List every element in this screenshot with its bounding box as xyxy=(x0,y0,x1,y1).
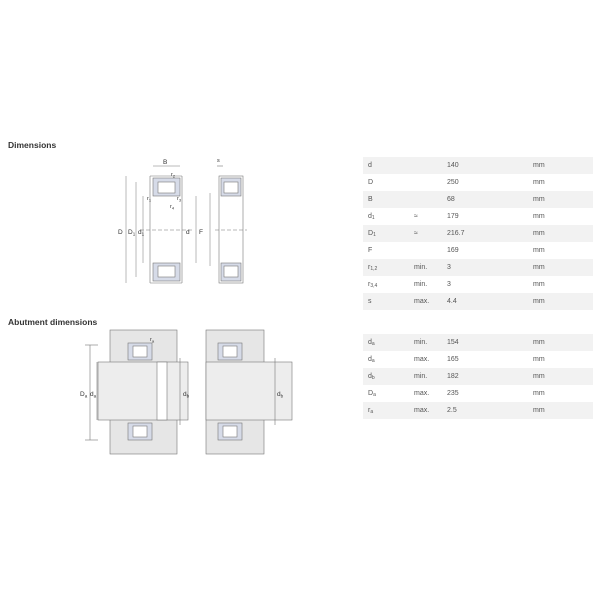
table-row xyxy=(363,276,593,293)
value: 154 xyxy=(447,334,533,351)
label-da: $d_a$ xyxy=(90,391,97,399)
label-d: d xyxy=(186,229,190,236)
symbol-cell xyxy=(363,334,414,351)
symbol-cell xyxy=(363,385,414,402)
symbol-subscript: 3,4 xyxy=(370,282,378,289)
unit: mm xyxy=(533,157,593,174)
table-row xyxy=(363,293,593,310)
unit: mm xyxy=(533,402,593,419)
table-row xyxy=(363,334,593,351)
symbol: F xyxy=(368,247,373,254)
symbol: d xyxy=(368,372,372,380)
unit: mm xyxy=(533,293,593,310)
unit: mm xyxy=(533,368,593,385)
qualifier: ≈ xyxy=(414,225,447,242)
abutment-left-drawing xyxy=(85,330,188,454)
qualifier xyxy=(414,191,447,208)
table-row xyxy=(363,351,593,368)
value: 169 xyxy=(447,247,459,254)
symbol: d xyxy=(368,212,372,220)
value: 179 xyxy=(447,213,459,220)
label-db-right: $d_b$ xyxy=(277,391,284,399)
dimensions-table xyxy=(363,157,593,310)
table-row xyxy=(363,259,593,276)
qualifier: max. xyxy=(414,390,430,397)
value: 68 xyxy=(447,191,533,208)
symbol-subscript: 1 xyxy=(371,214,375,221)
label-B: B xyxy=(163,159,168,166)
value: 165 xyxy=(447,356,459,363)
abutment-table xyxy=(363,334,593,419)
qualifier: max. xyxy=(414,356,430,363)
bearing-cross-section xyxy=(140,176,192,283)
value: 2.5 xyxy=(447,402,533,419)
table-row xyxy=(363,242,593,259)
symbol-cell xyxy=(363,259,414,276)
value: 182 xyxy=(447,368,533,385)
symbol: B xyxy=(368,196,373,203)
symbol-cell xyxy=(363,157,414,174)
qualifier: ≈ xyxy=(414,213,418,220)
table-row xyxy=(363,385,593,402)
unit: mm xyxy=(533,179,545,186)
label-D: D xyxy=(118,229,123,236)
symbol-cell xyxy=(363,276,414,293)
table-row xyxy=(363,174,593,191)
symbol-cell xyxy=(363,191,414,208)
symbol: D xyxy=(368,229,374,237)
value: 4.4 xyxy=(447,293,533,310)
unit: mm xyxy=(533,390,545,397)
symbol-cell xyxy=(363,351,414,368)
qualifier xyxy=(414,174,447,191)
table-row xyxy=(363,157,593,174)
unit: mm xyxy=(533,213,545,220)
label-db-left: $d_b$ xyxy=(183,391,190,399)
symbol-subscript: 1,2 xyxy=(370,265,378,272)
symbol: d xyxy=(368,162,372,169)
table-row xyxy=(363,225,593,242)
symbol: d xyxy=(368,338,372,346)
symbol-subscript: a xyxy=(371,340,375,347)
value: 250 xyxy=(447,179,459,186)
unit: mm xyxy=(533,225,593,242)
abutment-heading: Abutment dimensions xyxy=(8,317,98,327)
unit: mm xyxy=(533,356,545,363)
unit: mm xyxy=(533,191,593,208)
qualifier: min. xyxy=(414,281,428,288)
value: 3 xyxy=(447,281,451,288)
symbol-subscript: 1 xyxy=(373,231,376,238)
symbol-cell xyxy=(363,174,414,191)
value: 235 xyxy=(447,390,459,397)
label-d1: $d_1$ xyxy=(138,229,145,237)
table-row xyxy=(363,208,593,225)
label-Da: $D_a$ xyxy=(80,391,88,399)
value: 3 xyxy=(447,259,533,276)
qualifier: min. xyxy=(414,259,447,276)
symbol: D xyxy=(368,179,374,186)
symbol: r xyxy=(368,263,371,271)
symbol-cell xyxy=(363,242,414,259)
value: 140 xyxy=(447,157,533,174)
qualifier: max. xyxy=(414,293,447,310)
label-s: s xyxy=(217,158,220,164)
symbol: D xyxy=(368,389,374,397)
symbol: s xyxy=(368,298,372,305)
symbol: r xyxy=(368,280,371,288)
unit: mm xyxy=(533,281,545,288)
symbol-cell xyxy=(363,293,414,310)
symbol-subscript: b xyxy=(371,374,375,381)
qualifier: min. xyxy=(414,334,447,351)
label-ra: $r_a$ xyxy=(150,337,155,344)
symbol-subscript: a xyxy=(373,391,376,398)
dimensions-heading: Dimensions xyxy=(8,140,57,150)
label-D1: $D_1$ xyxy=(128,229,136,237)
label-r1: $r_1$ xyxy=(147,196,152,203)
unit: mm xyxy=(533,247,545,254)
qualifier: min. xyxy=(414,368,447,385)
unit: mm xyxy=(533,259,593,276)
value: 216.7 xyxy=(447,225,533,242)
table-row xyxy=(363,191,593,208)
symbol-subscript: a xyxy=(370,408,374,415)
label-r2: $r_2$ xyxy=(171,172,176,179)
unit: mm xyxy=(533,334,593,351)
qualifier xyxy=(414,242,447,259)
label-F: F xyxy=(199,229,203,236)
qualifier xyxy=(414,157,447,174)
qualifier: max. xyxy=(414,402,447,419)
symbol-cell xyxy=(363,225,414,242)
symbol-cell xyxy=(363,368,414,385)
symbol-cell xyxy=(363,208,414,225)
table-row xyxy=(363,368,593,385)
label-r4: $r_4$ xyxy=(170,204,175,211)
label-r3: $r_3$ xyxy=(177,196,182,203)
bearing-side-view xyxy=(215,166,247,283)
symbol: d xyxy=(368,355,372,363)
symbol: r xyxy=(368,406,371,414)
symbol-subscript: a xyxy=(371,357,375,364)
table-row xyxy=(363,402,593,419)
symbol-cell xyxy=(363,402,414,419)
